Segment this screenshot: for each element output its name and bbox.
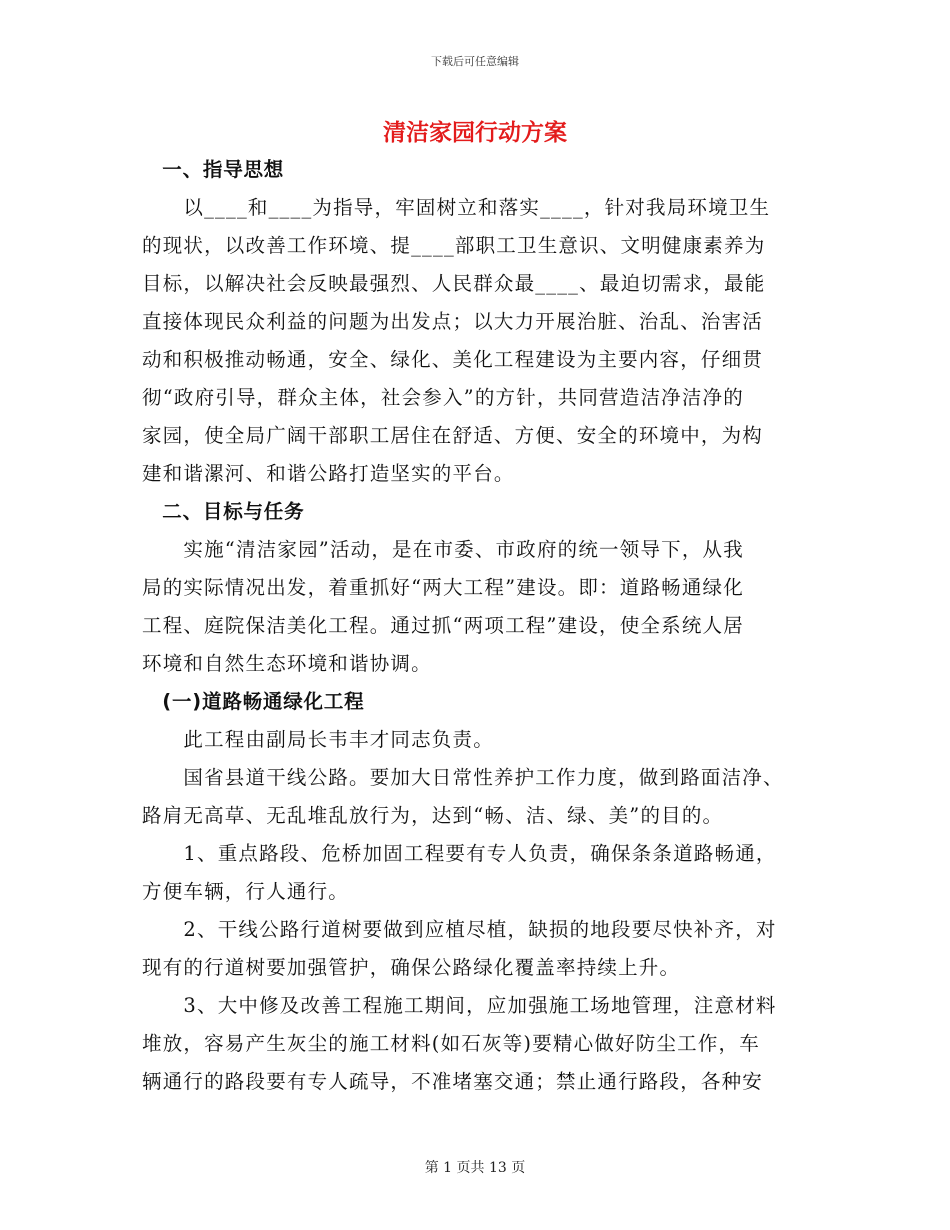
document-title: 清洁家园行动方案	[383, 120, 567, 146]
body-text-line: 堆放，容易产生灰尘的施工材料(如石灰等)要精心做好防尘工作，车	[142, 1032, 760, 1055]
body-text-line: 国省县道干线公路。要加大日常性养护工作力度，做到路面洁净、	[142, 766, 784, 789]
body-text-line: 家园，使全局广阔干部职工居住在舒适、方便、安全的环境中，为构	[142, 424, 764, 447]
body-text-line: 环境和自然生态环境和谐协调。	[142, 652, 432, 675]
body-text-line: 3、大中修及改善工程施工期间，应加强施工场地管理，注意材料	[142, 994, 777, 1017]
body-text-line: 路肩无高草、无乱堆乱放行为，达到“畅、洁、绿、美”的目的。	[142, 804, 724, 827]
body-text-line: 现有的行道树要加强管护，确保公路绿化覆盖率持续上升。	[142, 956, 681, 979]
section-heading: 一、指导思想	[142, 158, 285, 181]
body-text-line: 辆通行的路段要有专人疏导，不准堵塞交通；禁止通行路段，各种安	[142, 1070, 764, 1093]
body-text-line: 直接体现民众利益的问题为出发点；以大力开展治脏、治乱、治害活	[142, 310, 764, 333]
body-text-line: 方便车辆，行人通行。	[142, 880, 350, 903]
body-text-line: 此工程由副局长韦丰才同志负责。	[142, 728, 494, 751]
body-text-line: 目标，以解决社会反映最强烈、人民群众最____、最迫切需求，最能	[142, 272, 766, 295]
page-footer: 第 1 页共 13 页	[424, 1160, 526, 1176]
section-heading: 二、目标与任务	[142, 500, 305, 523]
body-text-line: 动和积极推动畅通，安全、绿化、美化工程建设为主要内容，仔细贯	[142, 348, 764, 371]
body-text-line: 建和谐漯河、和谐公路打造坚实的平台。	[142, 462, 515, 485]
document-body	[142, 151, 808, 1101]
body-text-line: 实施“清洁家园”活动，是在市委、市政府的统一领导下，从我	[142, 538, 744, 561]
body-text-line: 以____和____为指导，牢固树立和落实____，针对我局环境卫生	[142, 196, 771, 219]
page-header: 下载后可任意编辑	[431, 55, 519, 68]
body-text-line: 的现状，以改善工作环境、提____部职工卫生意识、文明健康素养为	[142, 234, 766, 257]
body-text-line: 局的实际情况出发，着重抓好“两大工程”建设。即：道路畅通绿化	[142, 576, 744, 599]
section-heading: (一)道路畅通绿化工程	[142, 690, 365, 713]
body-text-line: 2、干线公路行道树要做到应植尽植，缺损的地段要尽快补齐，对	[142, 918, 777, 941]
body-text-line: 彻“政府引导，群众主体，社会参入”的方针，共同营造洁净洁净的	[142, 386, 744, 409]
body-text-line: 1、重点路段、危桥加固工程要有专人负责，确保条条道路畅通，	[142, 842, 777, 865]
body-text-line: 工程、庭院保洁美化工程。通过抓“两项工程”建设，使全系统人居	[142, 614, 744, 637]
